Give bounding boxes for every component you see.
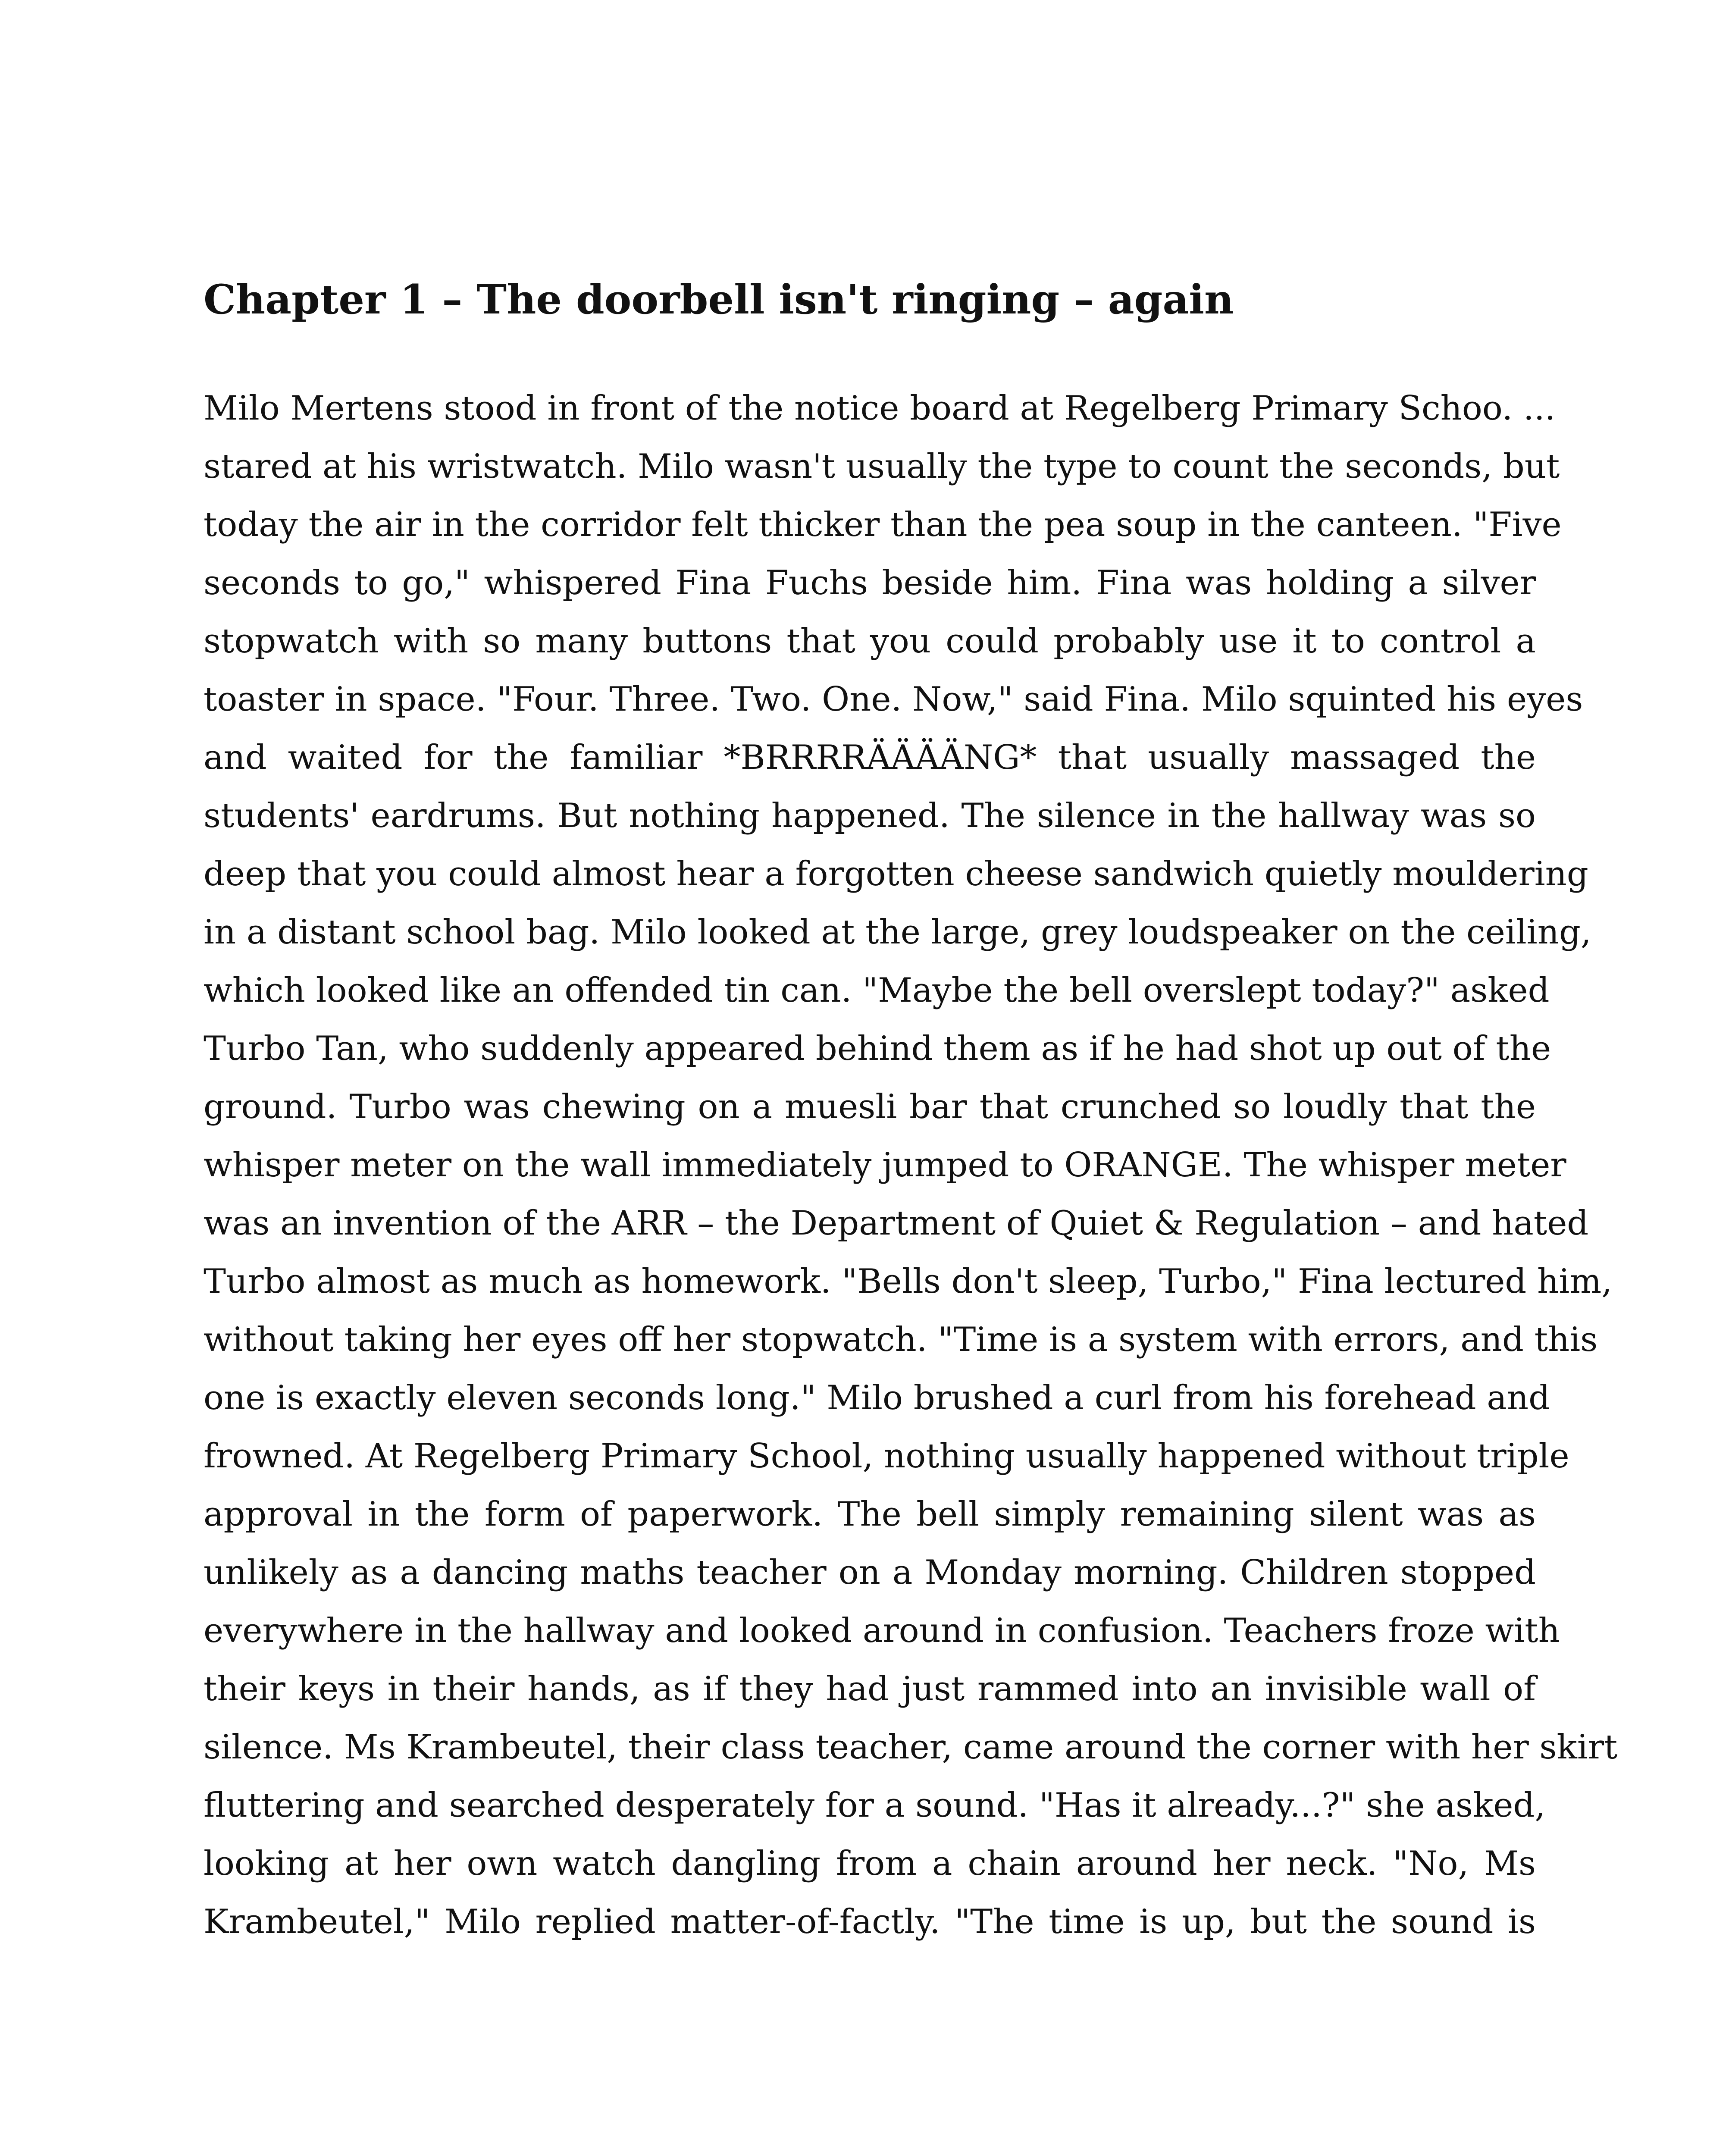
text-line: Turbo almost as much as homework. "Bells don't sleep, Turbo," Fina lectured him, xyxy=(204,1262,1613,1301)
text-line: unlikely as a dancing maths teacher on a Monday morning. Children stopped xyxy=(204,1553,1536,1592)
text-line: fluttering and searched desperately for a sound. "Has it already...?" she asked, xyxy=(204,1786,1546,1825)
chapter-body xyxy=(204,379,1618,1951)
text-line: was an invention of the ARR – the Department of Quiet & Regulation – and hated xyxy=(204,1204,1589,1243)
text-line: whisper meter on the wall immediately jumped to ORANGE. The whisper meter xyxy=(204,1146,1566,1185)
text-line: Milo Mertens stood in front of the notice board at Regelberg Primary Schoo. ... xyxy=(204,389,1556,428)
text-line: looking at her own watch dangling from a chain around her neck. "No, Ms xyxy=(204,1844,1536,1883)
text-line: without taking her eyes off her stopwatch. "Time is a system with errors, and this xyxy=(204,1320,1598,1359)
text-line: students' eardrums. But nothing happened. The silence in the hallway was so xyxy=(204,796,1536,835)
text-line: everywhere in the hallway and looked around in confusion. Teachers froze with xyxy=(204,1611,1560,1650)
text-line: in a distant school bag. Milo looked at the large, grey loudspeaker on the ceiling, xyxy=(204,913,1591,952)
text-line: ground. Turbo was chewing on a muesli bar that crunched so loudly that the xyxy=(204,1087,1536,1126)
text-line: seconds to go," whispered Fina Fuchs beside him. Fina was holding a silver xyxy=(204,564,1536,602)
text-line: Krambeutel," Milo replied matter-of-factly. "The time is up, but the sound is xyxy=(204,1902,1536,1941)
text-line: Turbo Tan, who suddenly appeared behind them as if he had shot up out of the xyxy=(204,1029,1551,1068)
text-line: toaster in space. "Four. Three. Two. One. Now," said Fina. Milo squinted his eyes xyxy=(204,680,1583,719)
text-line: their keys in their hands, as if they had just rammed into an invisible wall of xyxy=(204,1670,1536,1708)
text-line: stopwatch with so many buttons that you could probably use it to control a xyxy=(204,622,1536,661)
text-line: silence. Ms Krambeutel, their class teacher, came around the corner with her skirt xyxy=(204,1728,1618,1767)
text-line: which looked like an offended tin can. "Maybe the bell overslept today?" asked xyxy=(204,971,1550,1010)
text-line: deep that you could almost hear a forgotten cheese sandwich quietly mouldering xyxy=(204,855,1588,893)
text-line: stared at his wristwatch. Milo wasn't usually the type to count the seconds, but xyxy=(204,447,1560,486)
text-line: one is exactly eleven seconds long." Milo brushed a curl from his forehead and xyxy=(204,1379,1550,1417)
text-line: frowned. At Regelberg Primary School, nothing usually happened without triple xyxy=(204,1437,1569,1476)
chapter-title: Chapter 1 – The doorbell isn't ringing – again xyxy=(204,276,1234,323)
text-line: and waited for the familiar *BRRRRÄÄÄÄNG* that usually massaged the xyxy=(204,738,1536,777)
text-line: today the air in the corridor felt thicker than the pea soup in the canteen. "Five xyxy=(204,505,1562,544)
text-line: approval in the form of paperwork. The bell simply remaining silent was as xyxy=(204,1495,1536,1534)
